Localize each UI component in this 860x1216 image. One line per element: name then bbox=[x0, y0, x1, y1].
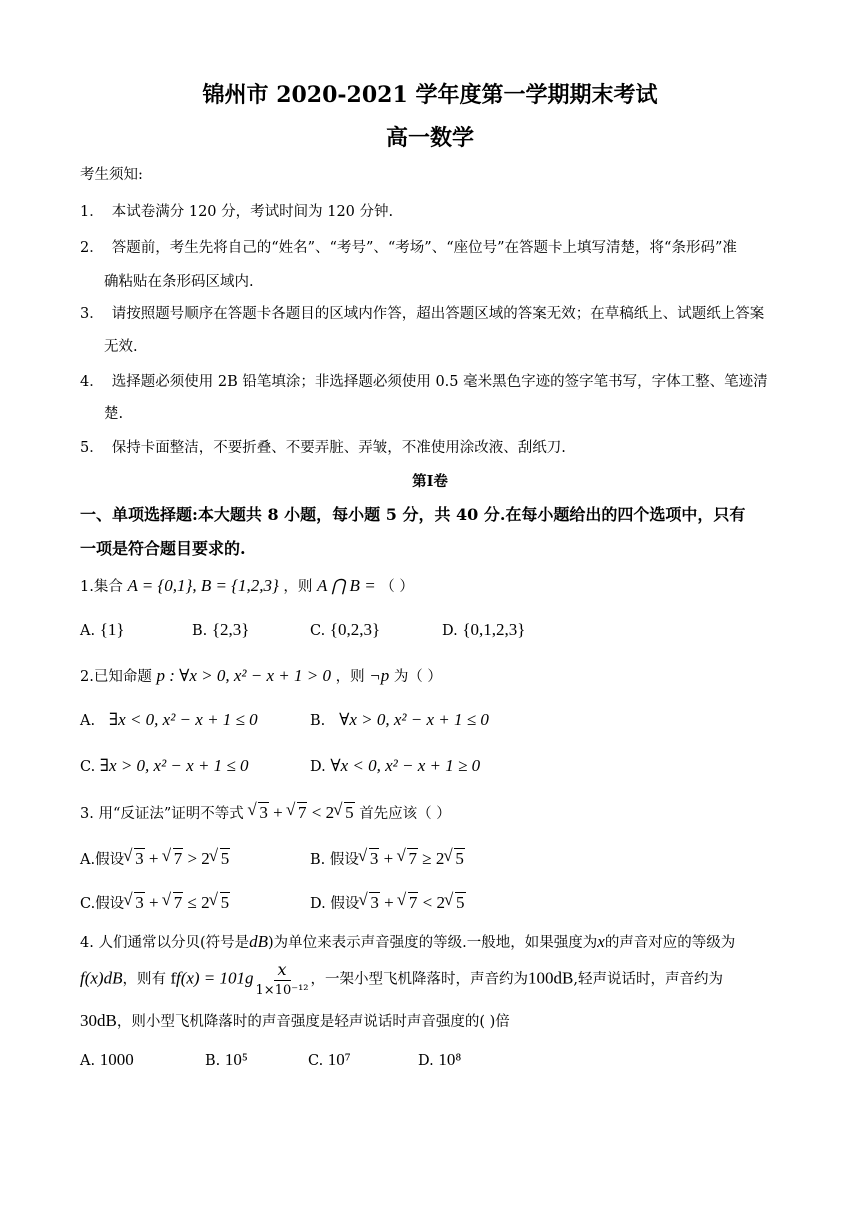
q3-option-d: D. 假设√ 3 + √ 7 < 2√ 5 bbox=[310, 892, 466, 913]
q3-option-c: C.假设√ 3 + √ 7 ≤ 2√ 5 bbox=[80, 892, 230, 913]
question-1: 1.集合 A = {0,1}, B = {1,2,3} ，则 A ⋂ B = （ ） bbox=[80, 576, 414, 595]
q2-option-c: C. ∃x > 0, x² − x + 1 ≤ 0 bbox=[80, 756, 249, 775]
notice-item: 3． 请按照题号顺序在答题卡各题目的区域内作答，超出答题区域的答案无效；在草稿纸上、试题纸上答案 bbox=[80, 306, 765, 322]
notice-item-cont: 楚. bbox=[104, 406, 124, 422]
notice-item: 1． 本试卷满分 120 分，考试时间为 120 分钟. bbox=[80, 204, 394, 220]
notice-item: 2． 答题前，考生先将自己的“姓名”、“考号”、“考场”、“座位号”在答题卡上填写清楚，将“条形码”准 bbox=[80, 240, 737, 256]
q4-option-a: A. 1000 bbox=[80, 1050, 134, 1069]
notice-item: 5． 保持卡面整洁，不要折叠、不要弄脏、弄皱，不准使用涂改液、刮纸刀. bbox=[80, 440, 566, 456]
q4-option-b: B. 10⁵ bbox=[205, 1050, 248, 1069]
question-4-line3: 30dB，则小型飞机降落时的声音强度是轻声说话时声音强度的( )倍 bbox=[80, 1011, 510, 1030]
q2-option-a: A. ∃x < 0, x² − x + 1 ≤ 0 bbox=[80, 710, 258, 729]
question-4-line2: f(x)dB，则有 ff(x) = 101g $\frac{x}{\text{1×10⁻¹²}}$ ，一架小型飞机降落时，声音约为100dB,轻声说话时，声音约为 bbox=[80, 960, 723, 998]
q1-option-b: B. {2,3} bbox=[192, 620, 250, 639]
q2-option-d: D. ∀x < 0, x² − x + 1 ≥ 0 bbox=[310, 756, 481, 775]
q3-option-a: A.假设√ 3 + √ 7 > 2√ 5 bbox=[80, 848, 230, 869]
question-3: 3. 用“反证法”证明不等式 √ 3 + √ 7 < 2√ 5 首先应该（ ） bbox=[80, 802, 451, 823]
volume-heading: 第Ⅰ卷 bbox=[412, 473, 448, 490]
frac-formula: $\frac{x}{\text{1×10⁻¹²}}$ bbox=[255, 960, 309, 998]
q3-option-b: B. 假设√ 3 + √ 7 ≥ 2√ 5 bbox=[310, 848, 465, 869]
exam-title: 锦州市 2020-2021 学年度第一学期期末考试 bbox=[202, 82, 658, 108]
q1-option-d: D. {0,1,2,3} bbox=[442, 620, 526, 639]
q4-option-c: C. 10⁷ bbox=[308, 1050, 351, 1069]
exam-subject: 高一数学 bbox=[385, 125, 474, 151]
notice-heading: 考生须知: bbox=[80, 167, 143, 183]
notice-item: 4． 选择题必须使用 2B 铅笔填涂；非选择题必须使用 0.5 毫米黑色字迹的签字笔书写，字体工整、笔迹清 bbox=[80, 374, 768, 390]
question-2: 2.已知命题 p : ∀x > 0, x² − x + 1 > 0 ，则 ¬p 为（ ） bbox=[80, 666, 442, 685]
q4-option-d: D. 10⁸ bbox=[418, 1050, 462, 1069]
section-heading: 一、单项选择题:本大题共 8 小题，每小题 5 分，共 40 分.在每小题给出的四个选项中，只有 bbox=[80, 505, 746, 524]
notice-item-cont: 确粘贴在条形码区域内. bbox=[104, 274, 254, 290]
q1-option-c: C. {0,2,3} bbox=[310, 620, 381, 639]
question-4: 4. 人们通常以分贝(符号是dB)为单位来表示声音强度的等级.一般地，如果强度为x的声音对应的等级为 bbox=[80, 932, 736, 951]
q1-option-a: A. {1} bbox=[80, 620, 125, 639]
section-heading-cont: 一项是符合题目要求的. bbox=[80, 539, 246, 558]
notice-item-cont: 无效. bbox=[104, 339, 138, 355]
q2-option-b: B. ∀x > 0, x² − x + 1 ≤ 0 bbox=[310, 710, 489, 729]
